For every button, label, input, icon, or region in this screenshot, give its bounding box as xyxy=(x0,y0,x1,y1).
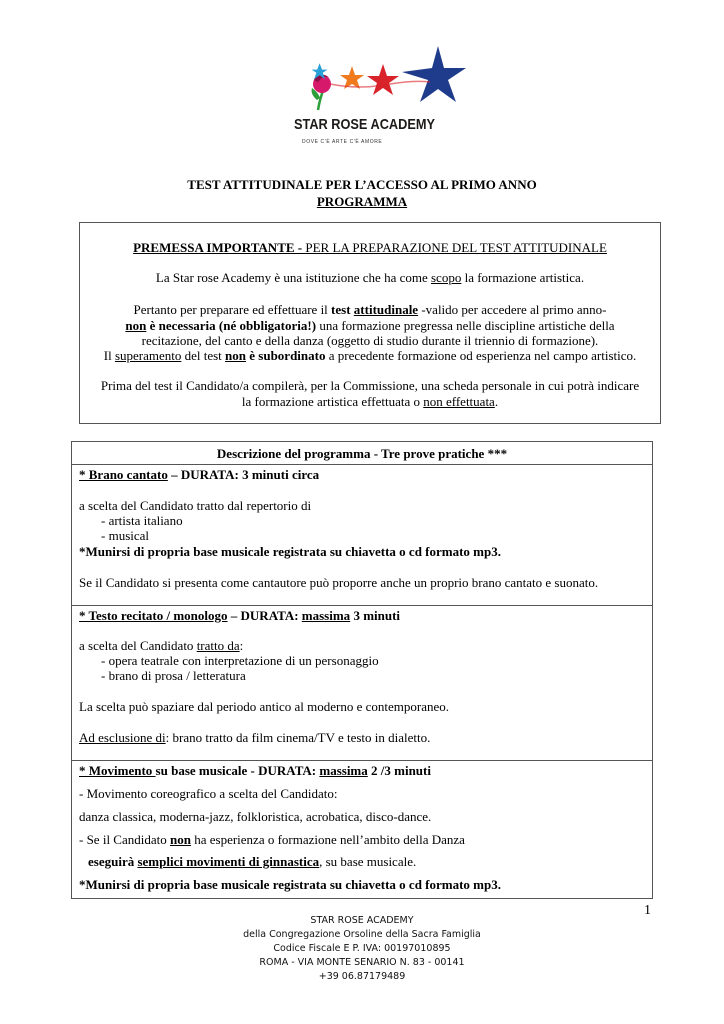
brano-cantato-note: *Munirsi di propria base musicale registrata su chiavetta o cd formato mp3. xyxy=(79,544,501,559)
footer-line-1: STAR ROSE ACADEMY xyxy=(310,915,414,926)
programma-table xyxy=(71,441,653,899)
row-divider xyxy=(72,760,652,761)
movimento-line-1: - Movimento coreografico a scelta del Candidato: xyxy=(79,786,338,801)
list-item: - opera teatrale con interpretazione di un personaggio xyxy=(101,653,379,668)
movimento-note: *Munirsi di propria base musicale registrata su chiavetta o cd formato mp3. xyxy=(79,877,501,892)
page-number: 1 xyxy=(644,903,651,918)
document-title: TEST ATTITUDINALE PER L’ACCESSO AL PRIMO ANNO xyxy=(187,177,537,192)
testo-recitato-title: * Testo recitato / monologo – DURATA: massima 3 minuti xyxy=(79,608,401,623)
row-divider xyxy=(72,464,652,465)
premessa-paragraph-3-line-1: Prima del test il Candidato/a compilerà, per la Commissione, una scheda personale in cui potrà indicare xyxy=(100,378,640,393)
programma-header: Descrizione del programma - Tre prove pratiche *** xyxy=(216,446,508,461)
footer-line-3: Codice Fiscale E P. IVA: 00197010895 xyxy=(273,943,451,954)
premessa-paragraph-3-line-2: la formazione artistica effettuata o non effettuata. xyxy=(241,394,499,409)
academy-logo xyxy=(290,44,470,154)
logo-tagline: DOVE C'È ARTE C'È AMORE xyxy=(302,139,383,145)
movimento-line-3: - Se il Candidato non ha esperienza o formazione nell’ambito della Danza xyxy=(79,832,465,847)
row-divider xyxy=(72,605,652,606)
premessa-paragraph-1: La Star rose Academy è una istituzione che ha come scopo la formazione artistica. xyxy=(155,270,585,285)
brano-cantato-extra: Se il Candidato si presenta come cantautore può proporre anche un proprio brano cantato e suonato. xyxy=(79,575,599,590)
rose-and-stars-emblem xyxy=(290,44,470,116)
testo-recitato-exclusion: Ad esclusione di: brano tratto da film cinema/TV e testo in dialetto. xyxy=(79,730,431,745)
list-item: - artista italiano xyxy=(101,513,183,528)
premessa-box xyxy=(79,222,661,424)
testo-recitato-intro: a scelta del Candidato tratto da: xyxy=(79,638,244,653)
premessa-paragraph-2-line-3: recitazione, del canto e della danza (oggetto di studio durante il triennio di formazione). xyxy=(141,333,599,348)
brano-cantato-intro: a scelta del Candidato tratto dal repertorio di xyxy=(79,498,312,513)
movimento-line-2: danza classica, moderna-jazz, folkloristica, acrobatica, disco-dance. xyxy=(79,809,432,824)
premessa-paragraph-2-line-2: non è necessaria (né obbligatoria!) una formazione pregressa nelle discipline artistiche della xyxy=(125,318,615,333)
logo-name: STAR ROSE ACADEMY xyxy=(294,116,435,133)
premessa-paragraph-2-line-4: Il superamento del test non è subordinato a precedente formazione od esperienza nel campo artistico. xyxy=(103,348,637,363)
movimento-title: * Movimento su base musicale - DURATA: massima 2 /3 minuti xyxy=(79,763,431,778)
testo-recitato-extra: La scelta può spaziare dal periodo antico al moderno e contemporaneo. xyxy=(79,699,449,714)
premessa-heading: PREMESSA IMPORTANTE - PER LA PREPARAZIONE DEL TEST ATTITUDINALE xyxy=(133,240,607,255)
list-item: - musical xyxy=(101,528,150,543)
premessa-paragraph-2-line-1: Pertanto per preparare ed effettuare il test attitudinale -valido per accedere al primo anno- xyxy=(133,302,607,317)
list-item: - brano di prosa / letteratura xyxy=(101,668,246,683)
document-subtitle: PROGRAMMA xyxy=(316,194,408,209)
brano-cantato-title: * Brano cantato – DURATA: 3 minuti circa xyxy=(79,467,320,482)
footer-line-2: della Congregazione Orsoline della Sacra Famiglia xyxy=(243,929,481,940)
footer-line-5: +39 06.87179489 xyxy=(318,971,406,982)
movimento-line-4: eseguirà semplici movimenti di ginnastica, su base musicale. xyxy=(88,854,417,869)
footer-line-4: ROMA - VIA MONTE SENARIO N. 83 - 00141 xyxy=(259,957,465,968)
